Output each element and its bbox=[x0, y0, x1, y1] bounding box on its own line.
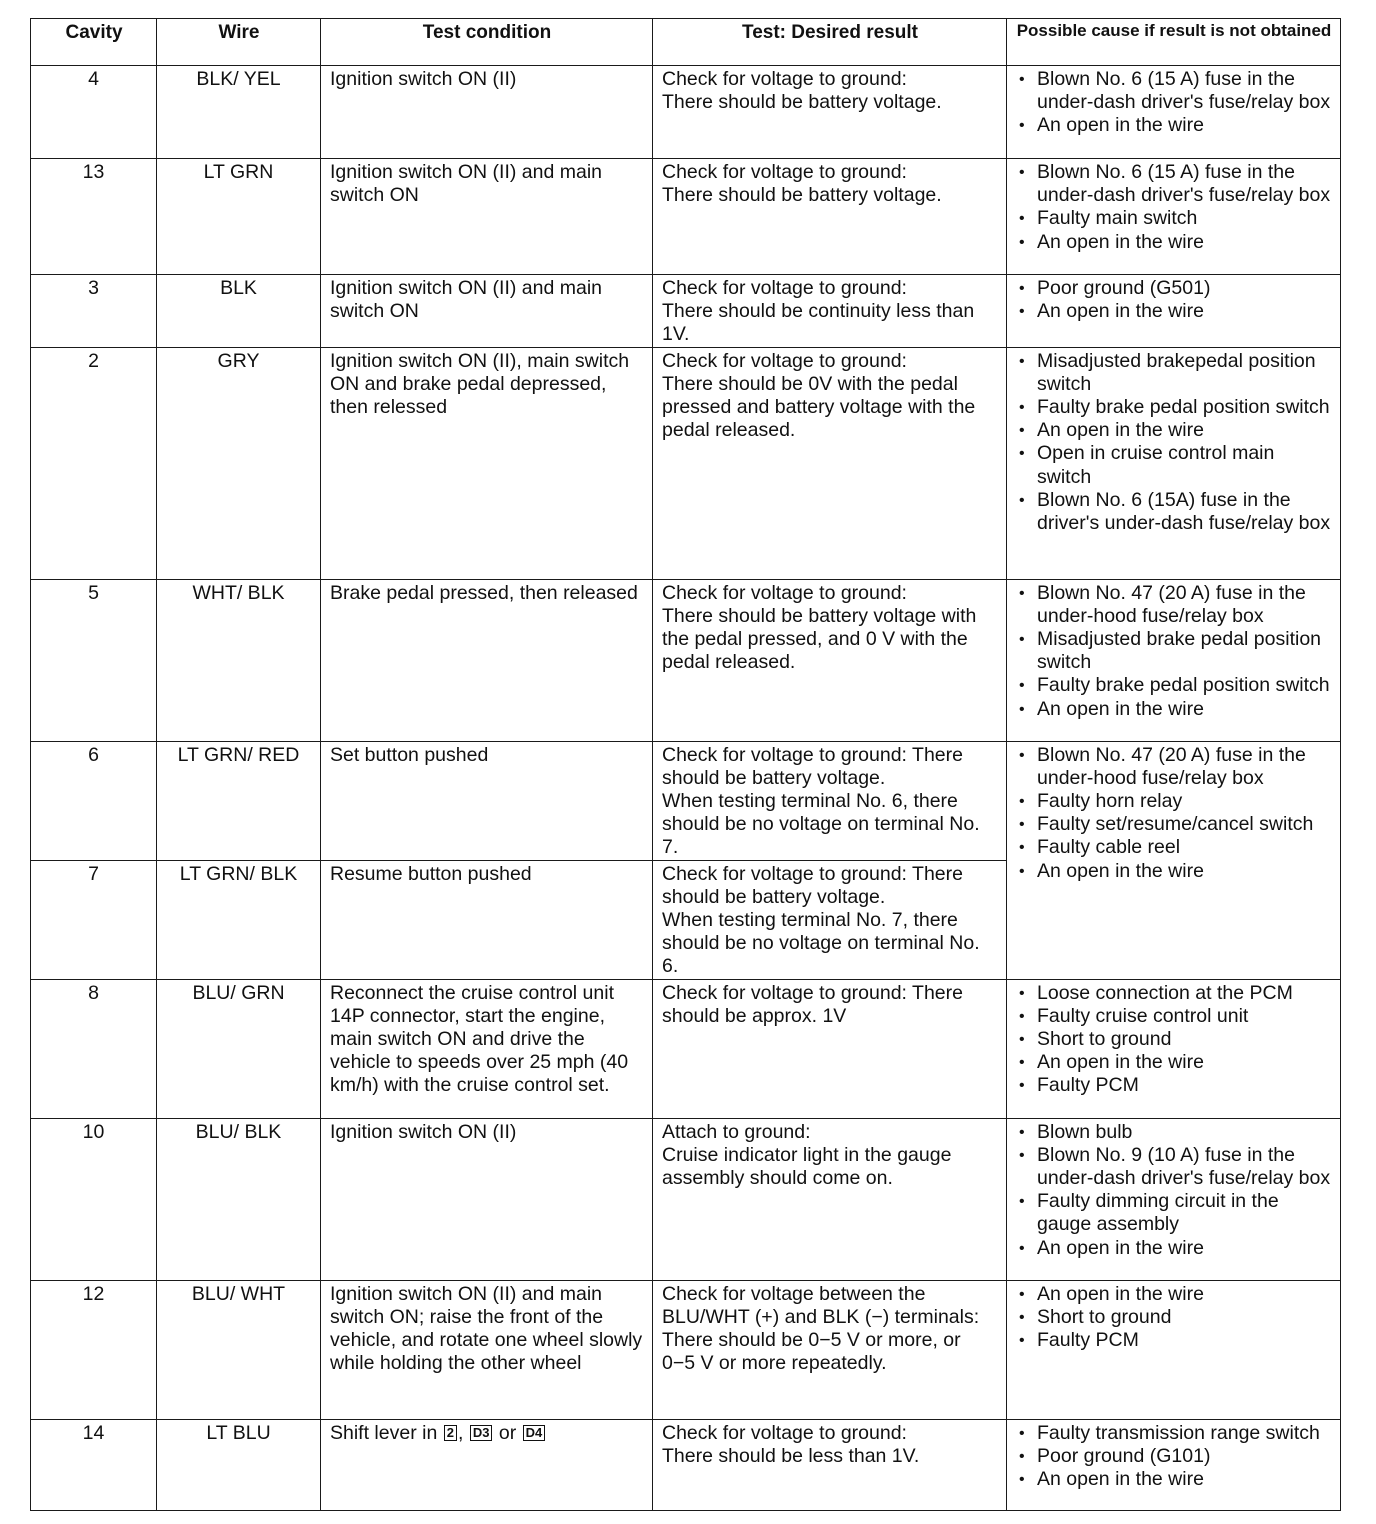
cause-item: • Faulty dimming circuit in the gauge assembly bbox=[1016, 1190, 1332, 1236]
cause-item: • Poor ground (G101) bbox=[1016, 1445, 1332, 1468]
table-row bbox=[31, 275, 1341, 348]
result-line: Check for voltage to ground: There should be approx. 1V bbox=[662, 981, 963, 1027]
cause-item: • Faulty brake pedal position switch bbox=[1016, 674, 1332, 697]
cause-item: • An open in the wire bbox=[1016, 1468, 1332, 1491]
cell-wire: GRY bbox=[157, 347, 321, 579]
cell-wire: BLU/ GRN bbox=[157, 979, 321, 1118]
result-line: There should be 0V with the pedal pressed and battery voltage with the pedal released. bbox=[662, 372, 976, 442]
cause-item: • Misadjusted brake pedal position switch bbox=[1016, 628, 1332, 674]
header-possible-cause: Possible cause if result is not obtained bbox=[1007, 19, 1341, 66]
cell-wire: BLK/ YEL bbox=[157, 66, 321, 159]
cell-condition: Shift lever in 2 , D3 or D4 bbox=[321, 1419, 653, 1510]
cell-causes bbox=[1007, 275, 1341, 348]
cause-item: • An open in the wire bbox=[1016, 419, 1332, 442]
result-line: Cruise indicator light in the gauge assembly should come on. bbox=[662, 1143, 952, 1190]
cell-cavity: 14 bbox=[31, 1419, 157, 1510]
result-line: There should be continuity less than 1V. bbox=[662, 300, 975, 346]
cause-item: • Faulty cruise control unit bbox=[1016, 1005, 1332, 1028]
cause-item: • An open in the wire bbox=[1016, 860, 1332, 883]
cause-item: • An open in the wire bbox=[1016, 1283, 1332, 1306]
cause-item: • Open in cruise control main switch bbox=[1016, 442, 1332, 488]
cause-item: • Blown No. 47 (20 A) fuse in the under-hood fuse/relay box bbox=[1016, 744, 1332, 790]
result-line: Check for voltage to ground: bbox=[662, 349, 907, 372]
cell-condition: Brake pedal pressed, then released bbox=[321, 579, 653, 741]
table-row bbox=[31, 66, 1341, 159]
shift-position-d3-icon: D3 bbox=[470, 1425, 493, 1441]
table-row bbox=[31, 1419, 1341, 1510]
cell-condition: Ignition switch ON (II) and main switch ON bbox=[321, 159, 653, 275]
cell-wire: BLU/ WHT bbox=[157, 1280, 321, 1419]
cell-condition: Set button pushed bbox=[321, 741, 653, 860]
cell-cavity: 12 bbox=[31, 1280, 157, 1419]
cell-wire: BLU/ BLK bbox=[157, 1118, 321, 1280]
cause-item: • Blown No. 9 (10 A) fuse in the under-dash driver's fuse/relay box bbox=[1016, 1144, 1332, 1190]
cell-condition: Ignition switch ON (II) and main switch ON; raise the front of the vehicle, and rotate one wheel slowly while holding the other wheel bbox=[321, 1280, 653, 1419]
result-line: Check for voltage to ground: There should be battery voltage. bbox=[662, 743, 963, 789]
table-row bbox=[31, 579, 1341, 741]
cause-item: • Faulty cable reel bbox=[1016, 836, 1332, 859]
result-line: There should be battery voltage. bbox=[662, 91, 942, 114]
cell-result bbox=[653, 860, 1007, 979]
shift-position-2-icon: 2 bbox=[444, 1425, 457, 1441]
cause-item: • An open in the wire bbox=[1016, 698, 1332, 721]
condition-joiner: or bbox=[498, 1421, 517, 1444]
cell-cavity: 5 bbox=[31, 579, 157, 741]
cause-item: • Faulty main switch bbox=[1016, 207, 1332, 230]
cell-causes bbox=[1007, 741, 1341, 979]
cell-causes bbox=[1007, 1118, 1341, 1280]
result-line: Attach to ground: bbox=[662, 1120, 811, 1143]
cell-condition: Ignition switch ON (II) bbox=[321, 1118, 653, 1280]
cause-item: • Blown No. 6 (15 A) fuse in the under-dash driver's fuse/relay box bbox=[1016, 161, 1332, 207]
table-row bbox=[31, 1118, 1341, 1280]
result-line: Check for voltage to ground: bbox=[662, 68, 907, 90]
cell-result bbox=[653, 275, 1007, 348]
cause-item: • An open in the wire bbox=[1016, 1237, 1332, 1260]
shift-position-d4-icon: D4 bbox=[523, 1425, 546, 1441]
result-line: Check for voltage to ground: bbox=[662, 581, 907, 604]
result-line: There should be battery voltage with the pedal pressed, and 0 V with the pedal released. bbox=[662, 604, 977, 674]
cell-cavity: 4 bbox=[31, 66, 157, 159]
cause-item: • Blown No. 47 (20 A) fuse in the under-hood fuse/relay box bbox=[1016, 582, 1332, 628]
cell-wire: LT GRN/ BLK bbox=[157, 860, 321, 979]
result-line: Check for voltage to ground: bbox=[662, 1421, 907, 1444]
cell-wire: LT GRN bbox=[157, 159, 321, 275]
cell-causes bbox=[1007, 979, 1341, 1118]
cause-item: • Faulty PCM bbox=[1016, 1329, 1332, 1352]
table-row bbox=[31, 1280, 1341, 1419]
cell-result bbox=[653, 741, 1007, 860]
result-line: There should be battery voltage. bbox=[662, 184, 942, 207]
cause-item: • Faulty PCM bbox=[1016, 1074, 1332, 1097]
header-cavity: Cavity bbox=[31, 19, 157, 66]
table-row bbox=[31, 159, 1341, 275]
table-row bbox=[31, 741, 1341, 860]
cell-cavity: 3 bbox=[31, 275, 157, 348]
result-line: Check for voltage to ground: bbox=[662, 277, 907, 299]
table-header-row bbox=[31, 19, 1341, 66]
cell-causes bbox=[1007, 1280, 1341, 1419]
cause-item: • Blown bulb bbox=[1016, 1121, 1332, 1144]
cell-condition: Ignition switch ON (II), main switch ON and brake pedal depressed, then relessed bbox=[321, 347, 653, 579]
result-line: When testing terminal No. 7, there should be no voltage on terminal No. 6. bbox=[662, 909, 980, 978]
cell-result bbox=[653, 66, 1007, 159]
result-line: There should be 0−5 V or more, or 0−5 V or more repeatedly. bbox=[662, 1329, 961, 1375]
cause-item: • Poor ground (G501) bbox=[1016, 277, 1332, 300]
result-line: There should be less than 1V. bbox=[662, 1444, 920, 1467]
cell-condition: Reconnect the cruise control unit 14P connector, start the engine, main switch ON and drive the vehicle to speeds over 25 mph (40 km/h) with the cruise control set. bbox=[321, 979, 653, 1118]
cell-cavity: 8 bbox=[31, 979, 157, 1118]
cause-item: • Faulty horn relay bbox=[1016, 790, 1332, 813]
cell-condition: Ignition switch ON (II) and main switch ON bbox=[321, 275, 653, 348]
cause-item: • Loose connection at the PCM bbox=[1016, 982, 1332, 1005]
cell-result bbox=[653, 159, 1007, 275]
cause-item: • Blown No. 6 (15A) fuse in the driver's under-dash fuse/relay box bbox=[1016, 489, 1332, 535]
cause-item: • Short to ground bbox=[1016, 1306, 1332, 1329]
cause-item: • Faulty set/resume/cancel switch bbox=[1016, 813, 1332, 836]
cell-causes bbox=[1007, 347, 1341, 579]
table-row bbox=[31, 979, 1341, 1118]
cell-result bbox=[653, 1280, 1007, 1419]
cause-item: • Misadjusted brakepedal position switch bbox=[1016, 350, 1332, 396]
cell-cavity: 2 bbox=[31, 347, 157, 579]
cause-item: • Blown No. 6 (15 A) fuse in the under-dash driver's fuse/relay box bbox=[1016, 68, 1332, 114]
cell-causes bbox=[1007, 1419, 1341, 1510]
cell-cavity: 7 bbox=[31, 860, 157, 979]
cell-result bbox=[653, 347, 1007, 579]
cell-wire: BLK bbox=[157, 275, 321, 348]
cell-result bbox=[653, 979, 1007, 1118]
result-line: When testing terminal No. 6, there should be no voltage on terminal No. 7. bbox=[662, 790, 980, 859]
connector-test-table bbox=[30, 18, 1341, 1511]
cause-item: • An open in the wire bbox=[1016, 114, 1332, 137]
cell-cavity: 10 bbox=[31, 1118, 157, 1280]
result-line: Check for voltage between the BLU/WHT (+) and BLK (−) terminals: bbox=[662, 1282, 980, 1328]
wiring-test-table-page bbox=[30, 18, 1340, 1511]
cell-result bbox=[653, 1118, 1007, 1280]
cause-item: • Short to ground bbox=[1016, 1028, 1332, 1051]
cell-result bbox=[653, 1419, 1007, 1510]
cell-causes bbox=[1007, 159, 1341, 275]
header-test-condition: Test condition bbox=[321, 19, 653, 66]
header-desired-result: Test: Desired result bbox=[653, 19, 1007, 66]
cause-item: • Faulty transmission range switch bbox=[1016, 1422, 1332, 1445]
result-line: Check for voltage to ground: bbox=[662, 161, 907, 183]
cell-wire: LT BLU bbox=[157, 1419, 321, 1510]
cell-wire: LT GRN/ RED bbox=[157, 741, 321, 860]
cell-condition: Ignition switch ON (II) bbox=[321, 66, 653, 159]
header-wire: Wire bbox=[157, 19, 321, 66]
cause-item: • Faulty brake pedal position switch bbox=[1016, 396, 1332, 419]
cause-item: • An open in the wire bbox=[1016, 231, 1332, 254]
cause-item: • An open in the wire bbox=[1016, 300, 1332, 323]
cell-causes bbox=[1007, 66, 1341, 159]
cell-cavity: 13 bbox=[31, 159, 157, 275]
result-line: Check for voltage to ground: There should be battery voltage. bbox=[662, 862, 963, 908]
cause-item: • An open in the wire bbox=[1016, 1051, 1332, 1074]
cell-condition: Resume button pushed bbox=[321, 860, 653, 979]
cell-result bbox=[653, 579, 1007, 741]
cell-causes bbox=[1007, 579, 1341, 741]
condition-prefix: Shift lever in bbox=[330, 1421, 438, 1444]
cell-cavity: 6 bbox=[31, 741, 157, 860]
cell-wire: WHT/ BLK bbox=[157, 579, 321, 741]
table-row bbox=[31, 347, 1341, 579]
